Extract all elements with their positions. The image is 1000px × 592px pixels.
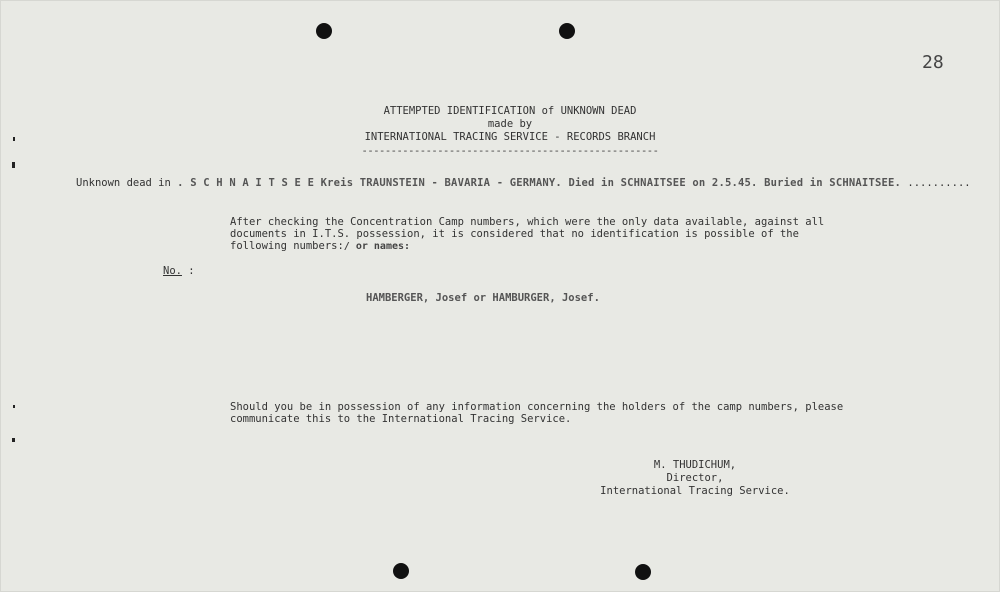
punch-hole-top-right — [559, 23, 575, 39]
contact-paragraph: Should you be in possession of any information concerning the holders of the camp numbers, please communicate this to the International Tracing Service. — [230, 401, 844, 425]
header-organization: INTERNATIONAL TRACING SERVICE - RECORDS BRANCH — [364, 131, 656, 143]
number-label-text: No. — [163, 265, 182, 277]
checking-paragraph-text: After checking the Concentration Camp numbers, which were the only data available, against all documents in I.T.S. possession, it is considered that no identification is possible of the following numbers: — [230, 216, 825, 252]
header-rule: --------------------------------------------------- — [361, 145, 659, 157]
unknown-dead-trail: .......... — [901, 177, 971, 189]
margin-mark — [12, 438, 15, 442]
margin-mark — [13, 405, 15, 408]
document-header — [310, 105, 710, 158]
or-names-note: / or names: — [343, 241, 411, 252]
margin-mark — [12, 162, 15, 168]
checking-paragraph — [230, 216, 850, 253]
page-number: 28 — [922, 52, 944, 73]
number-label — [163, 265, 195, 277]
signature-name: M. THUDICHUM, — [653, 459, 737, 471]
punch-hole-top-left — [316, 23, 332, 39]
signature-block — [590, 459, 800, 498]
names-line: HAMBERGER, Josef or HAMBURGER, Josef. — [366, 292, 600, 304]
number-label-colon: : — [181, 265, 195, 277]
punch-hole-bottom-right — [635, 564, 651, 580]
signature-organization: International Tracing Service. — [600, 485, 790, 497]
header-made-by: made by — [487, 118, 533, 130]
punch-hole-bottom-left — [393, 563, 409, 579]
signature-title: Director, — [666, 472, 724, 484]
unknown-dead-line — [76, 177, 976, 189]
unknown-dead-place: . S C H N A I T S E E Kreis TRAUNSTEIN - BAVARIA - GERMANY. Died in SCHNAITSEE on 2.5.45. Buried in SCHNAITSEE. — [177, 177, 902, 189]
header-title: ATTEMPTED IDENTIFICATION of UNKNOWN DEAD — [383, 105, 637, 117]
margin-mark — [13, 137, 15, 141]
unknown-dead-label: Unknown dead in — [76, 177, 171, 189]
